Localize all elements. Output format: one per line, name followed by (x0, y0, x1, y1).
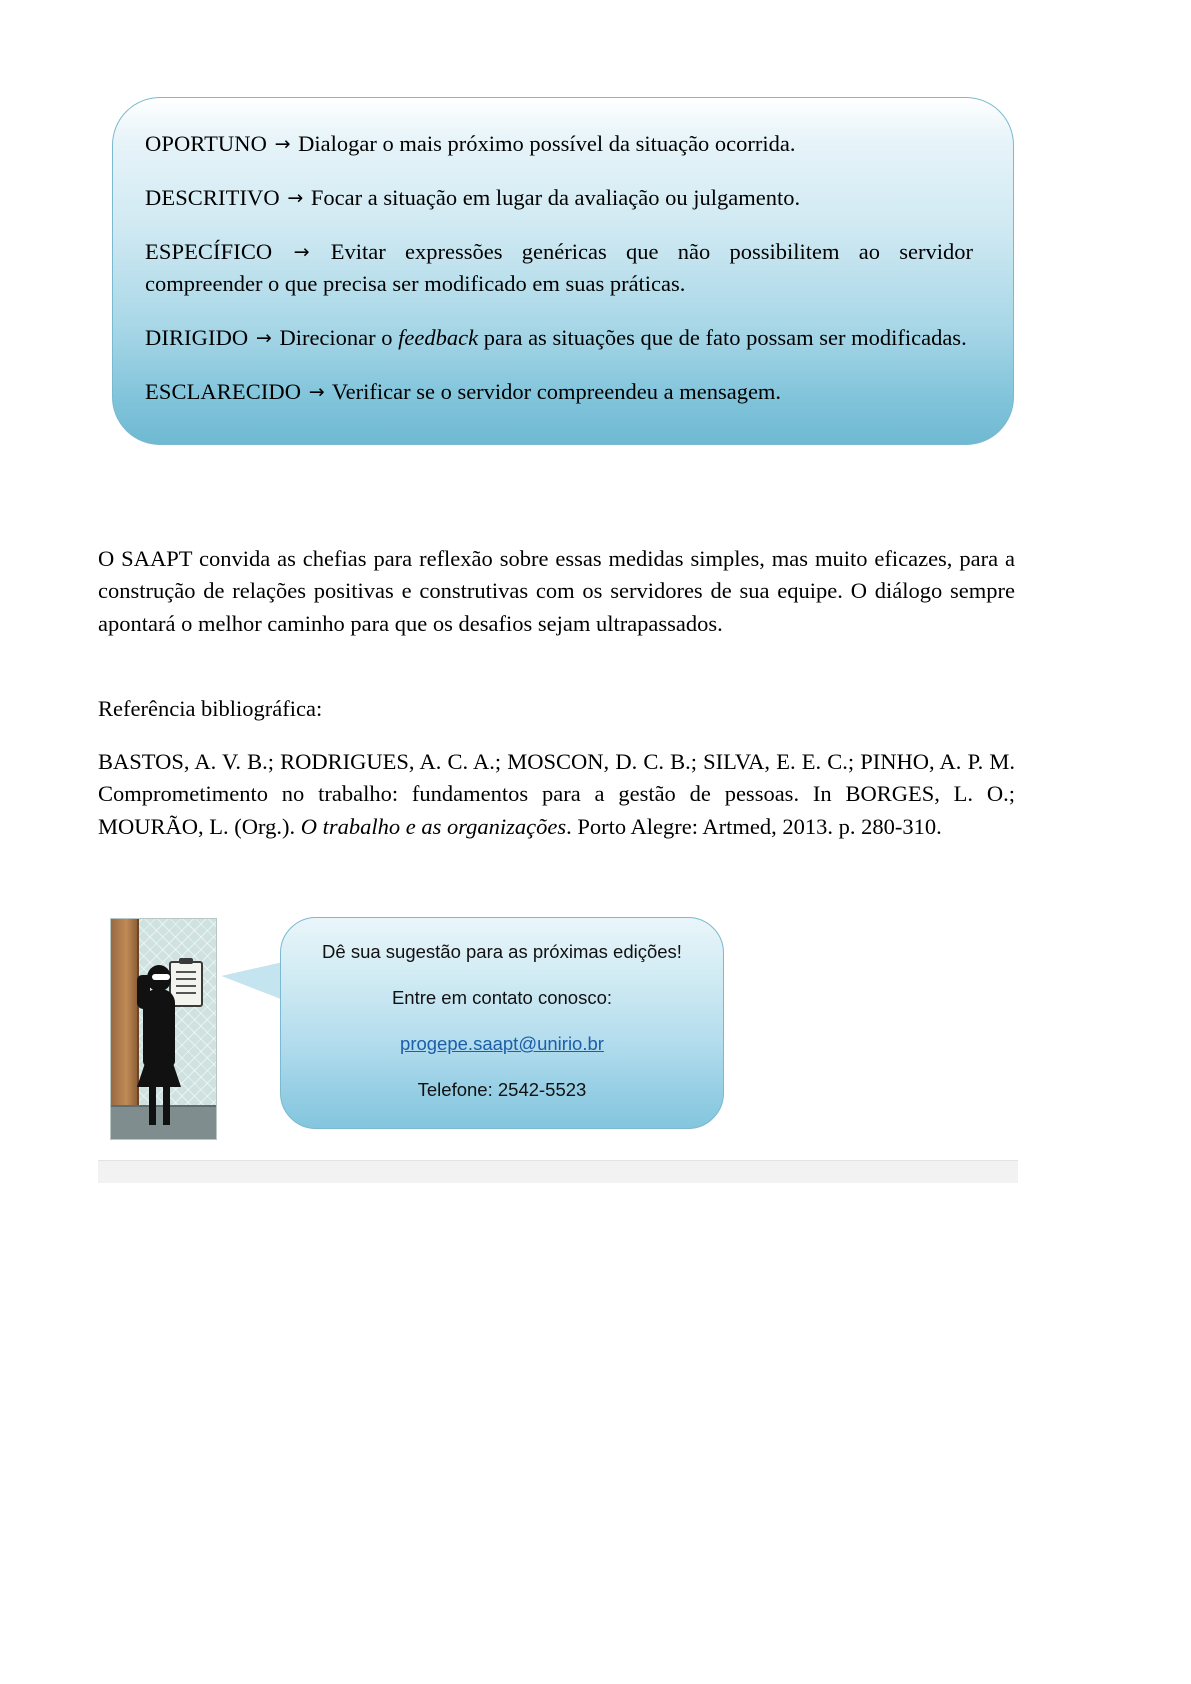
principles-callout-box (112, 97, 1014, 445)
principle-term: DESCRITIVO (145, 184, 280, 210)
person-silhouette-icon (133, 965, 185, 1125)
email-line (309, 1032, 695, 1056)
principle-text-after: para as situações que de fato possam ser modificadas. (478, 324, 967, 350)
closing-paragraph: O SAAPT convida as chefias para reflexão sobre essas medidas simples, mas muito eficazes, para a construção de relações positivas e construtivas com os servidores de sua equipe. O diálogo sempre apontará o melhor caminho para que os desafios sejam ultrapassados. (98, 545, 1015, 636)
principle-text: Dialogar o mais próximo possível da situação ocorrida. (298, 131, 796, 156)
principle-text-before: Direcionar o (279, 324, 399, 350)
arrow-icon: → (293, 240, 310, 263)
arrow-icon: → (287, 186, 304, 209)
principle-text: Verificar se o servidor compreendeu a mensagem. (331, 378, 782, 404)
reference-part-1: BASTOS, A. V. B.; RODRIGUES, A. C. A.; MOSCON, D. C. B.; SILVA, E. E. C.; PINHO, A. P. M. Comprometimento no trabalho: fundamentos para a gestão de pessoas. In BORGES, L. O.; MOURÃO, L. (Org.). (98, 748, 1015, 839)
contact-invite-text: Entre em contato conosco: (391, 987, 613, 1009)
contact-speech-bubble (280, 917, 724, 1129)
principle-text: Evitar expressões genéricas que não possibilitem ao servidor compreender o que precisa ser modificado em suas práticas. (145, 238, 974, 296)
reference-part-2: . Porto Alegre: Artmed, 2013. p. 280-310. (566, 813, 942, 839)
arrow-icon: → (274, 133, 291, 155)
email-link[interactable]: progepe.saapt@unirio.br (400, 1033, 604, 1055)
reference-citation (98, 746, 1015, 844)
principle-text-italic: feedback (398, 324, 479, 350)
suggestion-invite-text: Dê sua sugestão para as próximas edições! (322, 941, 682, 962)
principle-term: ESPECÍFICO (145, 238, 273, 264)
leg-right-shape (163, 1083, 170, 1125)
person-illustration (110, 918, 217, 1140)
arrow-icon: → (308, 380, 325, 403)
principle-term: ESCLARECIDO (145, 378, 302, 404)
principle-item (145, 322, 973, 354)
reference-heading: Referência bibliográfica: (98, 695, 323, 721)
principle-term: OPORTUNO (145, 131, 267, 156)
principle-item (145, 376, 973, 408)
principle-item (145, 182, 973, 214)
principle-term: DIRIGIDO (145, 324, 249, 350)
leg-left-shape (149, 1083, 156, 1125)
footer-separator (98, 1160, 1018, 1183)
phone-text: Telefone: 2542-5523 (417, 1079, 587, 1101)
principle-item (145, 128, 973, 160)
reference-title-italic: O trabalho e as organizações (300, 813, 567, 839)
arrow-icon: → (255, 326, 272, 349)
principle-text: Focar a situação em lugar da avaliação ou julgamento. (310, 184, 801, 210)
glasses-icon (152, 974, 170, 980)
speech-bubble-tail (222, 962, 284, 1000)
principle-item (145, 236, 973, 300)
